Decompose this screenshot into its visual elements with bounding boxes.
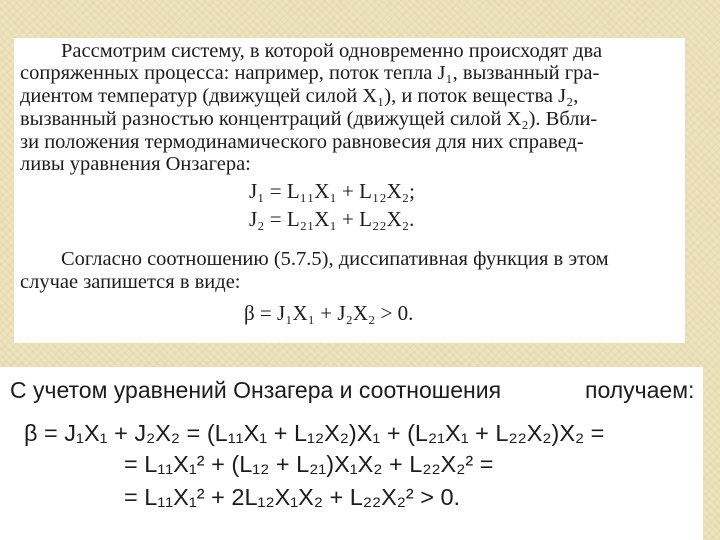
top-text-panel	[14, 38, 685, 343]
derivation-heading-tail: получаем:	[585, 377, 695, 403]
onsager-equation-2: J₂ = L₂₁X₁ + L₂₂X₂.	[249, 207, 415, 231]
text-line: зи положения термодинамического равновесия для них справед-	[20, 131, 584, 153]
derivation-line-2: = L₁₁X₁² + (L₁₂ + L₂₁)X₁X₂ + L₂₂X₂² =	[124, 451, 494, 477]
text-line: диентом температур (движущей силой X₁), и поток вещества J₂,	[20, 85, 579, 107]
bottom-derivation-panel	[0, 367, 703, 540]
onsager-equation-1: J₁ = L₁₁X₁ + L₁₂X₂;	[249, 179, 415, 203]
derivation-heading: С учетом уравнений Онзагера и соотношения	[10, 377, 502, 403]
text-line: вызванный разностью концентраций (движущей силой X₂). Вбли-	[20, 108, 598, 130]
text-line: сопряженных процесса: например, поток тепла J₁, вызванный гра-	[20, 62, 600, 84]
text-line: Рассмотрим систему, в которой одновременно происходят два	[61, 40, 603, 62]
derivation-line-1: β = J₁X₁ + J₂X₂ = (L₁₁X₁ + L₁₂X₂)X₁ + (L₂₁X₁ + L₂₂X₂)X₂ =	[24, 420, 605, 446]
text-line: ливы уравнения Онзагера:	[20, 153, 251, 175]
derivation-line-3: = L₁₁X₁² + 2L₁₂X₁X₂ + L₂₂X₂² > 0.	[124, 484, 461, 510]
text-line: случае запишется в виде:	[20, 271, 241, 293]
dissipative-function-equation: β = J₁X₁ + J₂X₂ > 0.	[244, 301, 414, 325]
text-line: Согласно соотношению (5.7.5), диссипативная функция в этом	[61, 248, 609, 270]
